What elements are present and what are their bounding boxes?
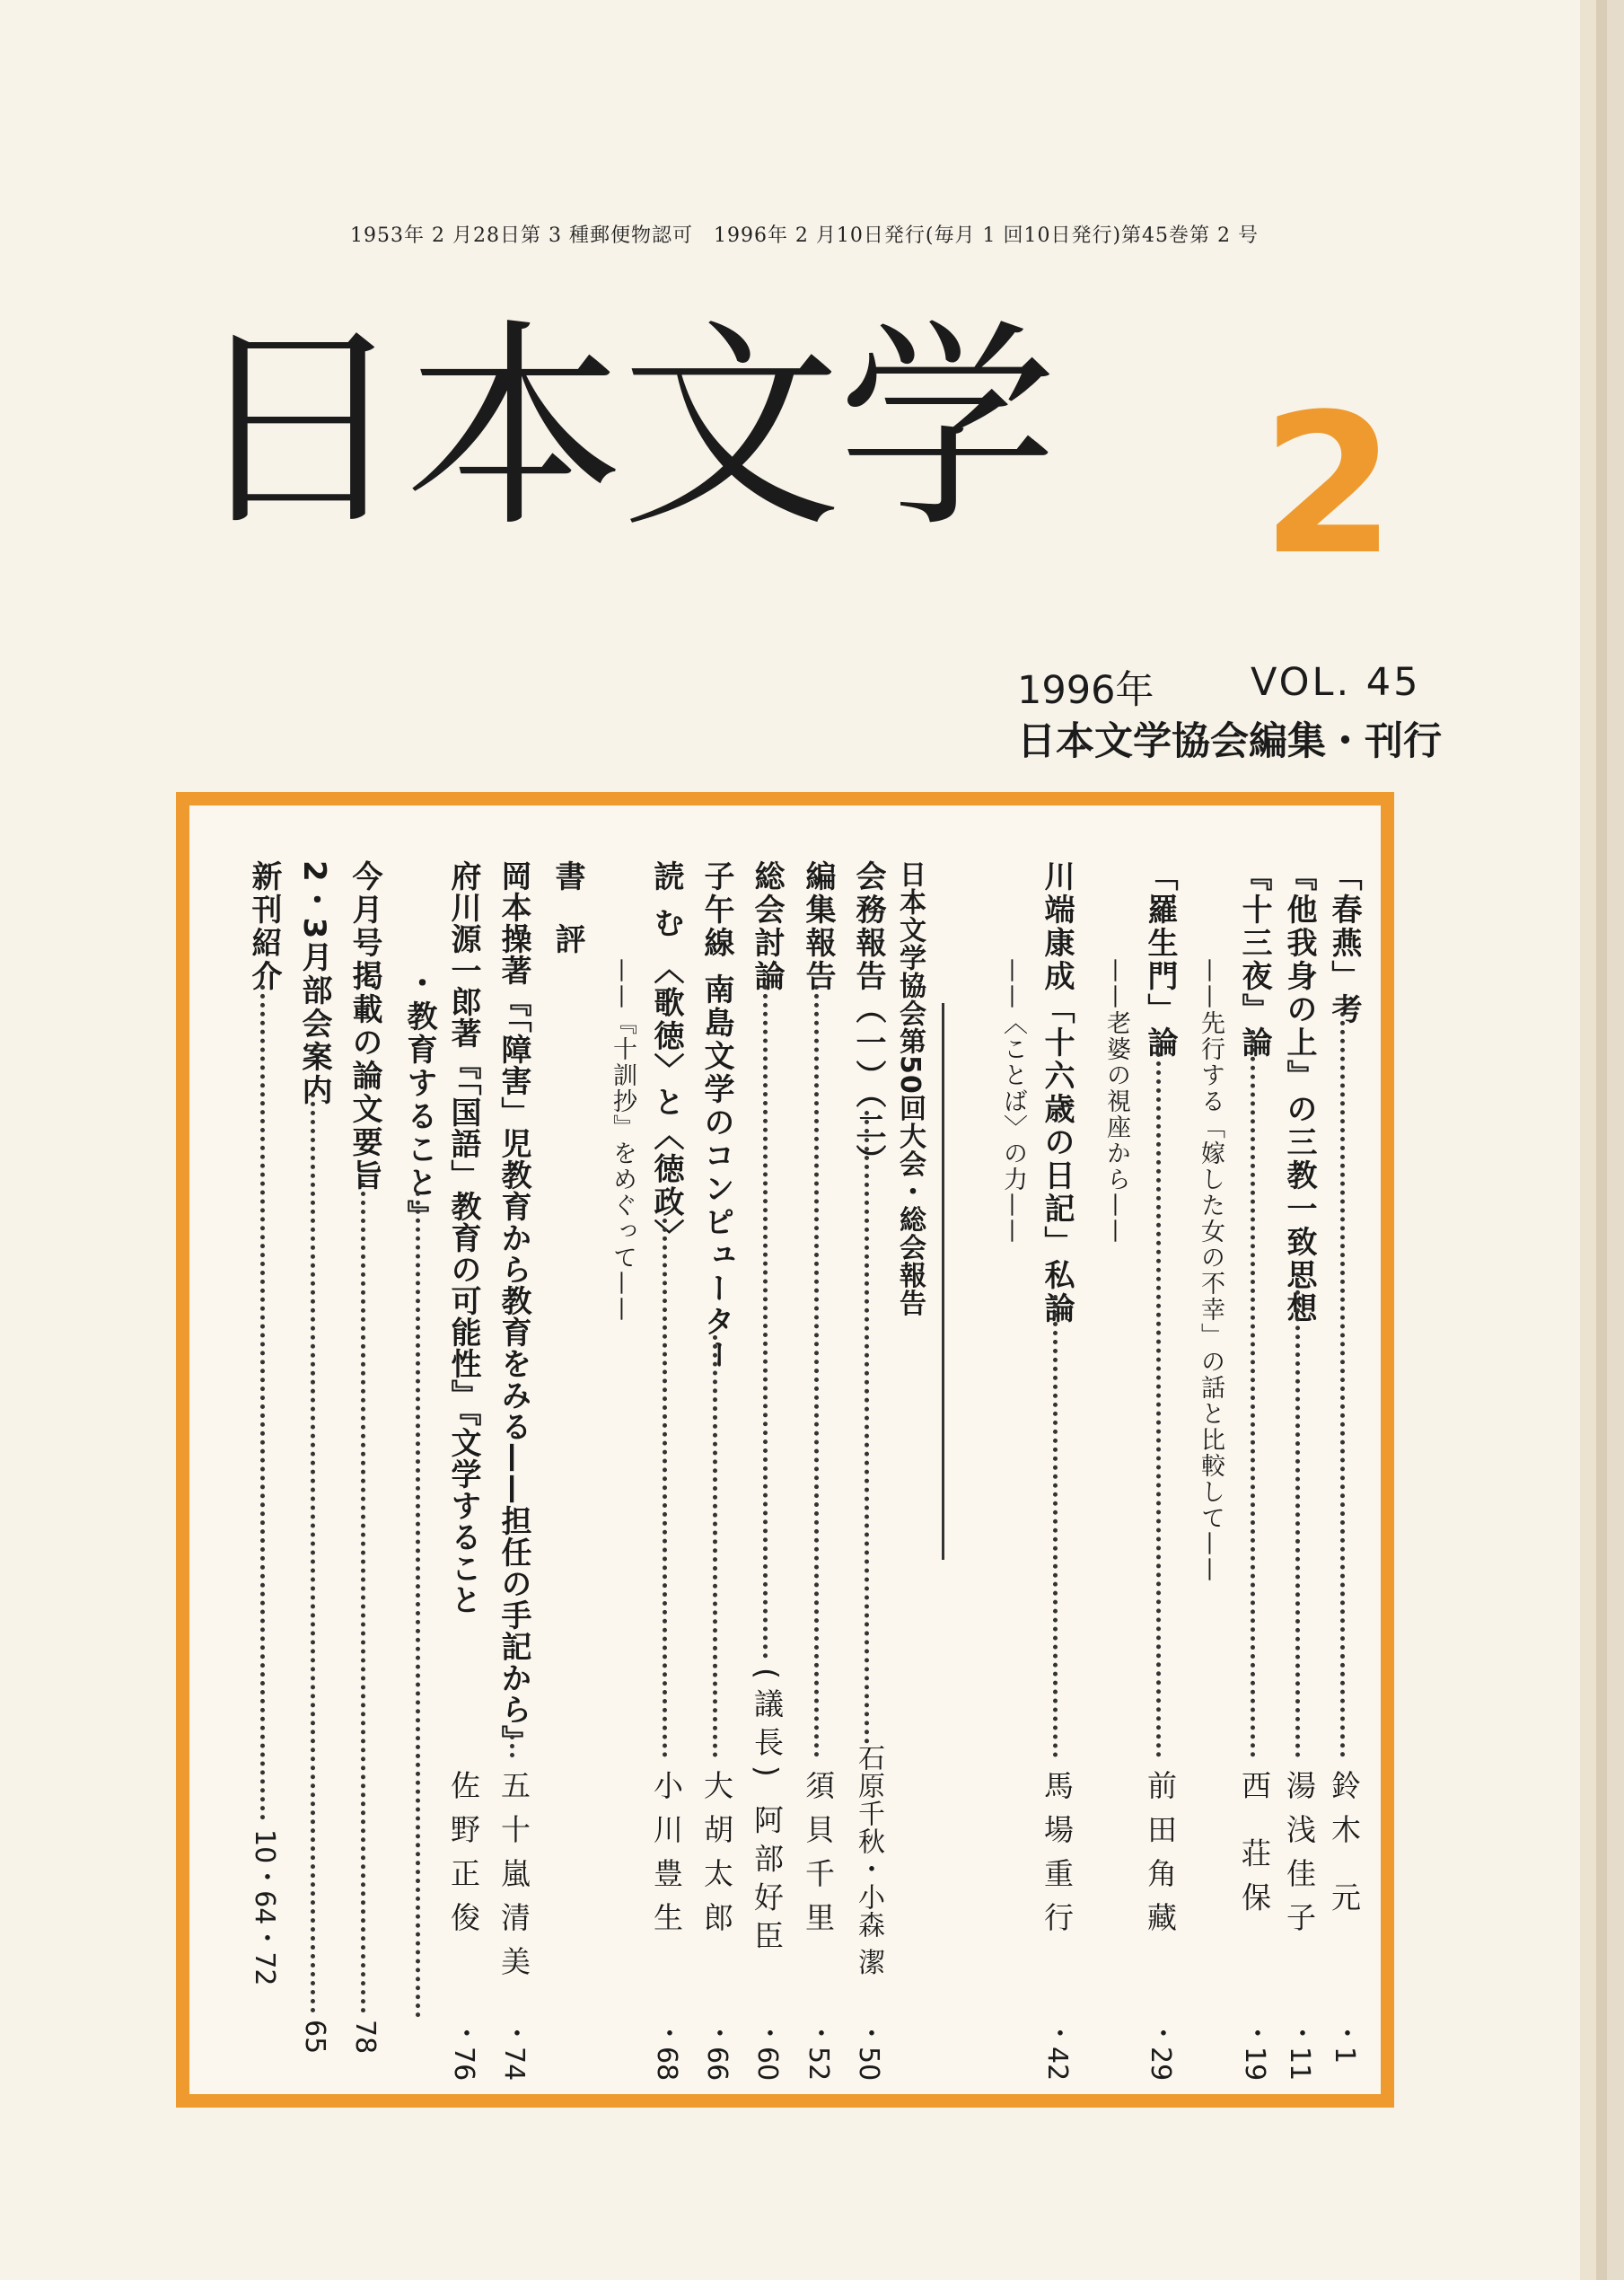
toc-entry-page: ・60 bbox=[751, 2020, 783, 2082]
toc-entry-page: ・76 bbox=[448, 2020, 479, 2082]
toc-entry-author: 大胡太郎 bbox=[699, 1770, 734, 1946]
toc-entry-author: 石原千秋・小森 潔 bbox=[853, 1744, 884, 1976]
toc-entry-author: 佐野正俊 bbox=[446, 1770, 481, 1946]
toc-entry-page: ・74 bbox=[498, 2020, 530, 2082]
toc-entry-page: 65 bbox=[299, 2020, 330, 2055]
toc-entry-page: 78 bbox=[349, 2020, 381, 2055]
toc-entry-title: 『十三夜』論 bbox=[1236, 860, 1272, 1060]
toc-entry-author: 五十嵐清美 bbox=[496, 1770, 531, 1990]
leader-dots bbox=[1340, 1012, 1350, 1757]
year-label: 1996年 bbox=[1017, 668, 1154, 713]
toc-entry-page: ・52 bbox=[803, 2020, 834, 2082]
leader-dots bbox=[1053, 1295, 1063, 1757]
table-of-contents: 「春燕」考 鈴木 元 ・1 『他我身の上』の三教一致思想 湯浅佳子 ・11 『十三夜』論 西 荘保 ・19 ——先行する「嫁した女の不幸」の話と比較して—— 「羅生門」論 前田角藏 ・29 ——老婆の視座から—— 川端康成「十六歳の日記」私論 馬場重行 ・42 ——〈ことば〉の力—— 日本文学協会第50回大会・総会報告 会務報告（一）（二） 石原千秋・小森 潔 ・50 編集報告 須貝千里 ・52 総会討論 (議長) 阿部好臣 ・60 子午線 南島文学のコンピューター 大胡太郎 ・66 読 む 〈歌徳〉と〈徳政〉 小川豊生 ・68 ——『十訓抄』をめぐって—— 書 評 岡本操著『「障害」児教育から教育をみる——担任の手記から』 五十嵐清美 ・74 府川源一郎著『「国語」教育の可能性』『文学すること 佐野正俊 ・76 ・教育すること』 今月号掲載の論文要旨 78 2・3月部会案内 65 新刊紹介 10・64・72 bbox=[176, 792, 1394, 2108]
toc-entry-title: 「羅生門」論 bbox=[1142, 860, 1178, 1060]
leader-dots bbox=[1156, 1043, 1166, 1757]
leader-dots bbox=[713, 1335, 723, 1757]
toc-entry-page: ・68 bbox=[651, 2020, 682, 2082]
toc-entry-page: ・11 bbox=[1284, 2020, 1315, 2082]
leader-dots bbox=[663, 1219, 672, 1757]
journal-title: 日本文学 bbox=[189, 301, 1054, 557]
volume-label: VOL. 45 bbox=[1251, 660, 1421, 705]
publisher-label: 日本文学協会編集・刊行 bbox=[1017, 719, 1442, 764]
postal-notice: 1953年 2 月28日第 3 種郵便物認可 1996年 2 月10日発行(毎月 1 回10日発行)第45巻第 2 号 bbox=[350, 224, 1260, 247]
leader-dots bbox=[311, 1093, 320, 2013]
toc-entry-page: ・66 bbox=[701, 2020, 733, 2082]
toc-entry-author: 須貝千里 bbox=[801, 1770, 836, 1946]
toc-entry-page: ・29 bbox=[1145, 2020, 1176, 2082]
toc-entry-page: ・19 bbox=[1239, 2020, 1270, 2082]
toc-entry-author: 馬場重行 bbox=[1040, 1770, 1075, 1946]
toc-entry-title: 読 む 〈歌徳〉と〈徳政〉 bbox=[648, 860, 684, 1253]
toc-entry-title: 岡本操著『「障害」児教育から教育をみる——担任の手記から』 bbox=[496, 860, 531, 1756]
toc-entry-page: ・50 bbox=[853, 2020, 884, 2082]
leader-dots bbox=[1251, 1030, 1260, 1757]
toc-entry-title: 2・3月部会案内 bbox=[296, 860, 332, 1108]
section-divider bbox=[942, 1003, 944, 1560]
toc-entry-page: ・42 bbox=[1041, 2020, 1073, 2082]
leader-dots bbox=[814, 985, 824, 1757]
leader-dots bbox=[1295, 1272, 1305, 1757]
toc-entry-author: 鈴木 元 bbox=[1327, 1770, 1362, 1926]
leader-dots bbox=[865, 1111, 874, 1744]
toc-entry-page: ・1 bbox=[1329, 2020, 1360, 2064]
leader-dots bbox=[510, 1735, 520, 1757]
toc-entry-title: 新刊紹介 bbox=[246, 860, 282, 993]
toc-entry-author: 前田角藏 bbox=[1143, 1770, 1178, 1946]
toc-entry-author: 小川豊生 bbox=[649, 1770, 684, 1946]
toc-entry-title: 子午線 南島文学のコンピューター bbox=[698, 860, 734, 1372]
leader-dots bbox=[260, 985, 270, 1820]
toc-entry-author: (議長) 阿部好臣 bbox=[750, 1668, 785, 1959]
toc-entry-title: 今月号掲載の論文要旨 bbox=[347, 860, 382, 1193]
toc-entry-title: 府川源一郎著『「国語」教育の可能性』『文学すること bbox=[445, 860, 481, 1615]
leader-dots bbox=[763, 985, 773, 1659]
toc-entry-title: 会務報告（一）（二） bbox=[850, 860, 886, 1177]
toc-entry-title: 編集報告 bbox=[800, 860, 836, 993]
toc-entry-title: 『他我身の上』の三教一致思想 bbox=[1281, 860, 1317, 1325]
issue-number: 2 bbox=[1261, 372, 1396, 597]
leader-dots bbox=[416, 1192, 426, 2018]
toc-entry-title: 川端康成「十六歳の日記」私論 bbox=[1039, 860, 1075, 1325]
toc-entry-title: 総会討論 bbox=[749, 860, 785, 993]
toc-entry-page: 10・64・72 bbox=[249, 1829, 280, 1986]
toc-entry-title: 「春燕」考 bbox=[1326, 860, 1362, 1026]
toc-entry-author: 湯浅佳子 bbox=[1282, 1770, 1317, 1946]
leader-dots bbox=[361, 1183, 371, 2013]
toc-entry-author: 西 荘保 bbox=[1237, 1770, 1272, 1926]
